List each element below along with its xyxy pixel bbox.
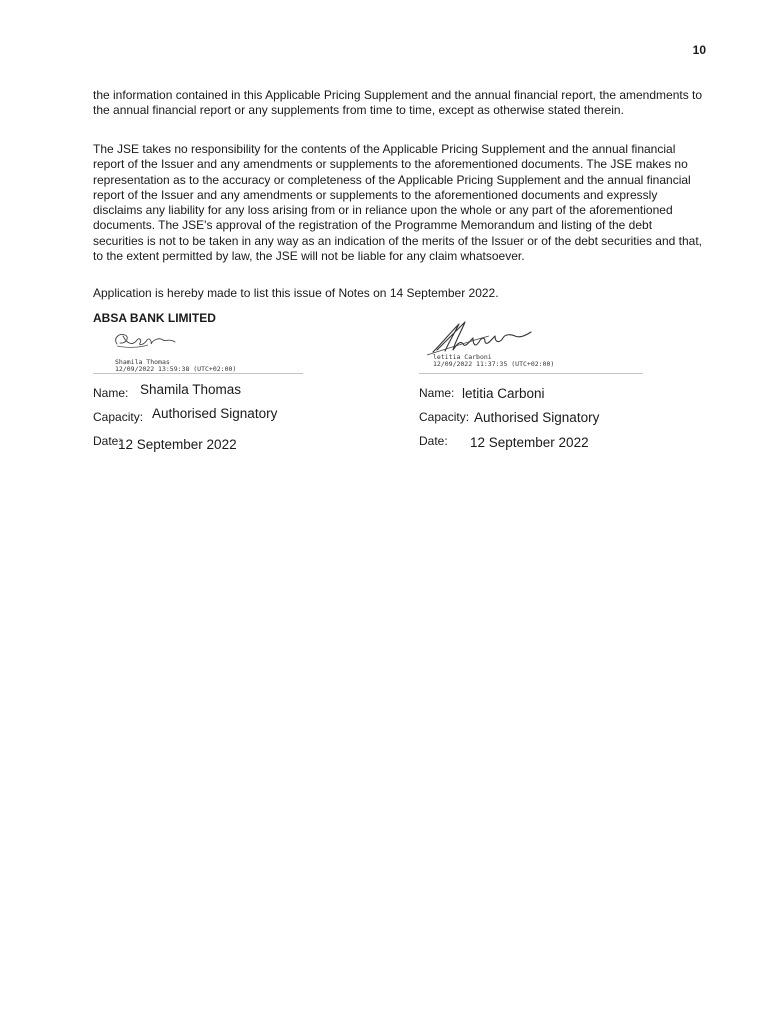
date-label: Date: [93,434,122,448]
body-paragraph-2: The JSE takes no responsibility for the contents of the Applicable Pricing Supplement and the annual financial report of the Issuer and any amendments or supplements to the aforementioned documents. The JSE makes no representation as to the accuracy or completeness of the Applicable Pricing Supplement and the annual financial report of the Issuer and any amendments or supplements to the aforementioned documents and expressly disclaims any liability for any loss arising from or in reliance upon the whole or any part of the aforementioned documents. The JSE's approval of the registration of the Programme Memorandum and listing of the debt securities is not to be taken in any way as an indication of the merits of the Issuer or of the debt securities and that, to the extent permitted by law, the JSE will not be liable for any claim whatsoever. [93,142,702,264]
signature-stamp-timestamp: 12/09/2022 11:37:35 (UTC+02:00) [433,359,555,368]
page-number: 10 [692,43,706,57]
signature-image [93,318,193,360]
signature-stamp-name: Shamila Thomas [115,358,170,366]
signature-block-right [419,318,659,468]
signature-block-left [93,318,333,468]
name-value: Shamila Thomas [140,382,242,397]
signature-line [93,373,303,374]
signature-stamp [433,354,554,367]
name-label: Name: [93,386,129,400]
body-paragraph-1: the information contained in this Applicable Pricing Supplement and the annual financial report, the amendments to the annual financial report or any supplements from time to time, except as otherwise stated therein. [93,88,703,118]
capacity-value: Authorised Signatory [474,410,600,425]
date-value: 12 September 2022 [470,435,589,450]
capacity-value: Authorised Signatory [152,406,278,421]
signature-stamp-timestamp: 12/09/2022 13:59:38 (UTC+02:00) [115,364,237,373]
name-label: Name: [419,386,455,400]
company-name: ABSA BANK LIMITED [93,311,216,325]
signature-stamp [115,359,236,372]
signature-line [419,373,643,374]
date-value: 12 September 2022 [118,437,237,452]
capacity-label: Capacity: [419,410,470,424]
date-label: Date: [419,434,448,448]
capacity-label: Capacity: [93,410,144,424]
body-paragraph-3: Application is hereby made to list this issue of Notes on 14 September 2022. [93,286,499,300]
name-value: letitia Carboni [462,386,545,401]
signature-stamp-name: letitia Carboni [433,353,492,361]
